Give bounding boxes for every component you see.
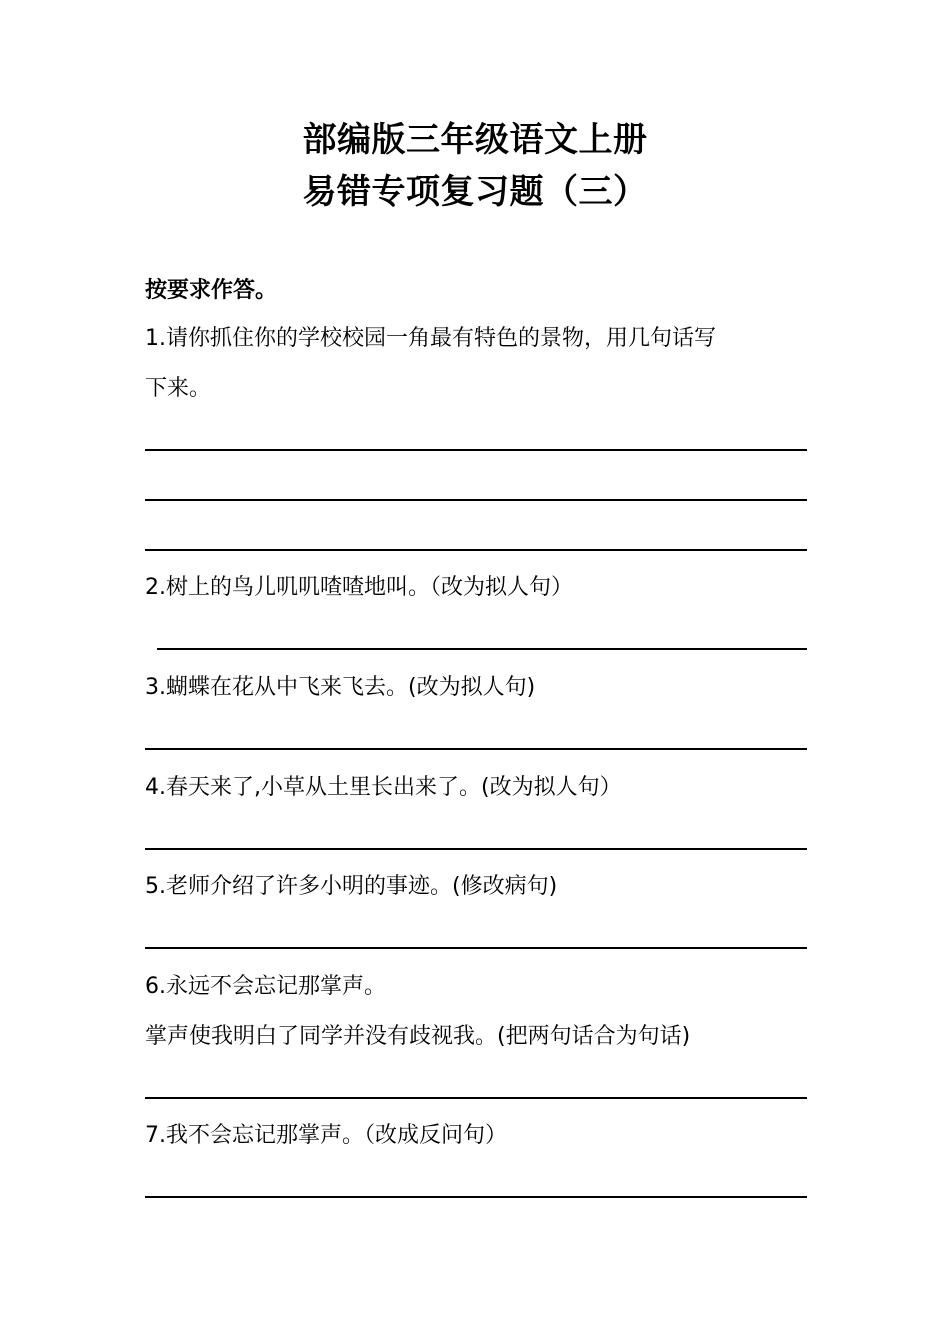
answer-line[interactable] [145,549,807,551]
answer-line[interactable] [145,748,807,750]
answer-line[interactable] [145,499,807,501]
question-3-text: 3.蝴蝶在花从中飞来飞去。(改为拟人句) [145,675,536,700]
answer-line[interactable] [157,648,807,650]
answer-line[interactable] [145,947,807,949]
answer-line[interactable] [145,1097,807,1099]
answer-line[interactable] [145,449,807,451]
question-7-text: 7.我不会忘记那掌声。（改成反问句） [145,1123,507,1148]
question-6-text: 6.永远不会忘记那掌声。 [145,974,386,999]
question-2-text: 2.树上的鸟儿叽叽喳喳地叫。（改为拟人句） [145,575,573,600]
page-title: 部编版三年级语文上册 [302,120,648,160]
page-subtitle: 易错专项复习题（三） [302,172,648,212]
question-4-text: 4.春天来了,小草从土里长出来了。(改为拟人句） [145,775,622,800]
question-1-text: 1.请你抓住你的学校校园一角最有特色的景物，用几句话写 [145,326,716,351]
answer-line[interactable] [145,848,807,850]
answer-line[interactable] [145,1196,807,1198]
question-6-text-continued: 掌声使我明白了同学并没有歧视我。(把两句话合为句话) [145,1024,691,1049]
instruction-heading: 按要求作答。 [145,278,278,303]
question-5-text: 5.老师介绍了许多小明的事迹。(修改病句) [145,874,558,899]
question-1-text-continued: 下来。 [145,376,212,401]
